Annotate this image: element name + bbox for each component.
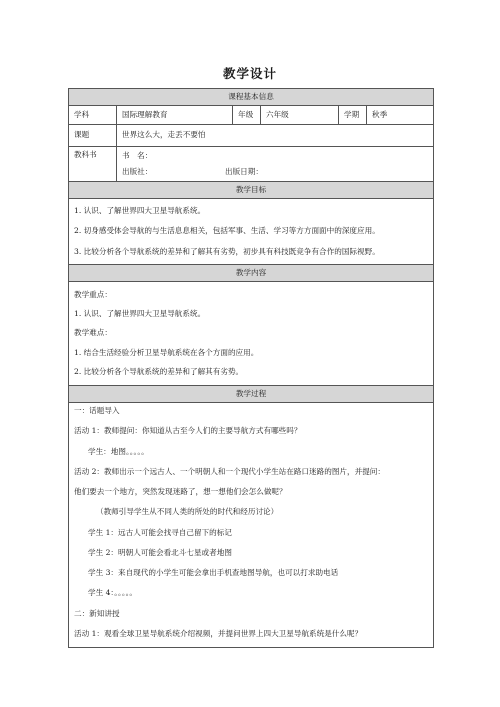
term-label: 学期	[339, 106, 367, 125]
publisher-label: 出版社：	[122, 167, 153, 176]
subject-value: 国际理解教育	[117, 106, 233, 125]
part1-title: 一：话题导入	[74, 406, 120, 415]
difficult-point-item: 2. 比较分析各个导航系统的差异和了解其有劣势。	[74, 366, 244, 376]
process-body	[69, 403, 434, 648]
student-answer-2: 学生 2：明朝人可能会看北斗七星或者地图	[88, 547, 232, 557]
student-answer-map: 学生：地图。。。。。	[88, 446, 149, 456]
student-answer-1: 学生 1：远古人可能会找寻自己留下的标记	[88, 527, 232, 537]
section-header-process: 教学过程	[69, 386, 434, 403]
textbook-label: 教科书	[69, 147, 117, 182]
student-answer-3: 学生 3：来自现代的小学生可能会拿出手机查地图导航，也可以打求助电话	[88, 568, 339, 577]
objective-item: 2. 切身感受体会导航的与生活息息相关，包括军事、生活、学习等方方面面中的深度应用。	[74, 226, 380, 236]
grade-value: 六年级	[261, 106, 339, 125]
content-body	[69, 282, 434, 386]
objective-item: 1. 认识、了解世界四大卫星导航系统。	[74, 206, 206, 216]
guide-note: （教师引导学生从不同人类的所处的时代和经历讨论）	[96, 507, 279, 517]
student-answer-4: 学生 4：。。。。。	[88, 588, 137, 598]
subject-label: 学科	[69, 106, 117, 125]
section-header-basic-info: 课程基本信息	[69, 89, 434, 106]
pub-date-label: 出版日期：	[225, 167, 263, 176]
lesson-plan-table	[68, 88, 434, 648]
activity-1: 活动 1：教师提问：你知道从古至今人们的主要导航方式有哪些吗？	[74, 426, 302, 436]
key-points-label: 教学重点：	[74, 289, 112, 299]
topic-label: 课题	[69, 125, 117, 147]
textbook-info	[117, 147, 434, 182]
topic-value: 世界这么大，走丢不要怕	[117, 125, 434, 147]
objectives-list	[69, 199, 434, 265]
page-title: 教学设计	[222, 66, 277, 81]
activity-2-line1: 活动 2：教师出示一个远古人、一个明朝人和一个现代小学生站在路口迷路的图片，并提问：	[74, 466, 385, 476]
activity-1b: 活动 1：观看全球卫星导航系统介绍视频，并提问世界上四大卫星导航系统是什么呢？	[74, 628, 363, 638]
activity-2-line2: 他们要去一个地方，突然发现迷路了，想一想他们会怎么做呢？	[74, 487, 287, 496]
section-header-content: 教学内容	[69, 265, 434, 282]
difficult-points-label: 教学难点：	[74, 328, 112, 338]
key-point-item: 1. 认识、了解世界四大卫星导航系统。	[74, 309, 206, 319]
section-header-objectives: 教学目标	[69, 182, 434, 199]
book-name-label: 书 名：	[122, 150, 153, 160]
part2-title: 二：新知讲授	[74, 608, 120, 618]
term-value: 秋季	[367, 106, 434, 125]
publisher-row	[122, 167, 428, 177]
objective-item: 3. 比较分析各个导航系统的差异和了解其有劣势，初步具有科技既竞争有合作的国际视野。	[74, 246, 380, 256]
grade-label: 年级	[233, 106, 261, 125]
difficult-point-item: 1. 结合生活经验分析卫星导航系统在各个方面的应用。	[74, 347, 259, 357]
